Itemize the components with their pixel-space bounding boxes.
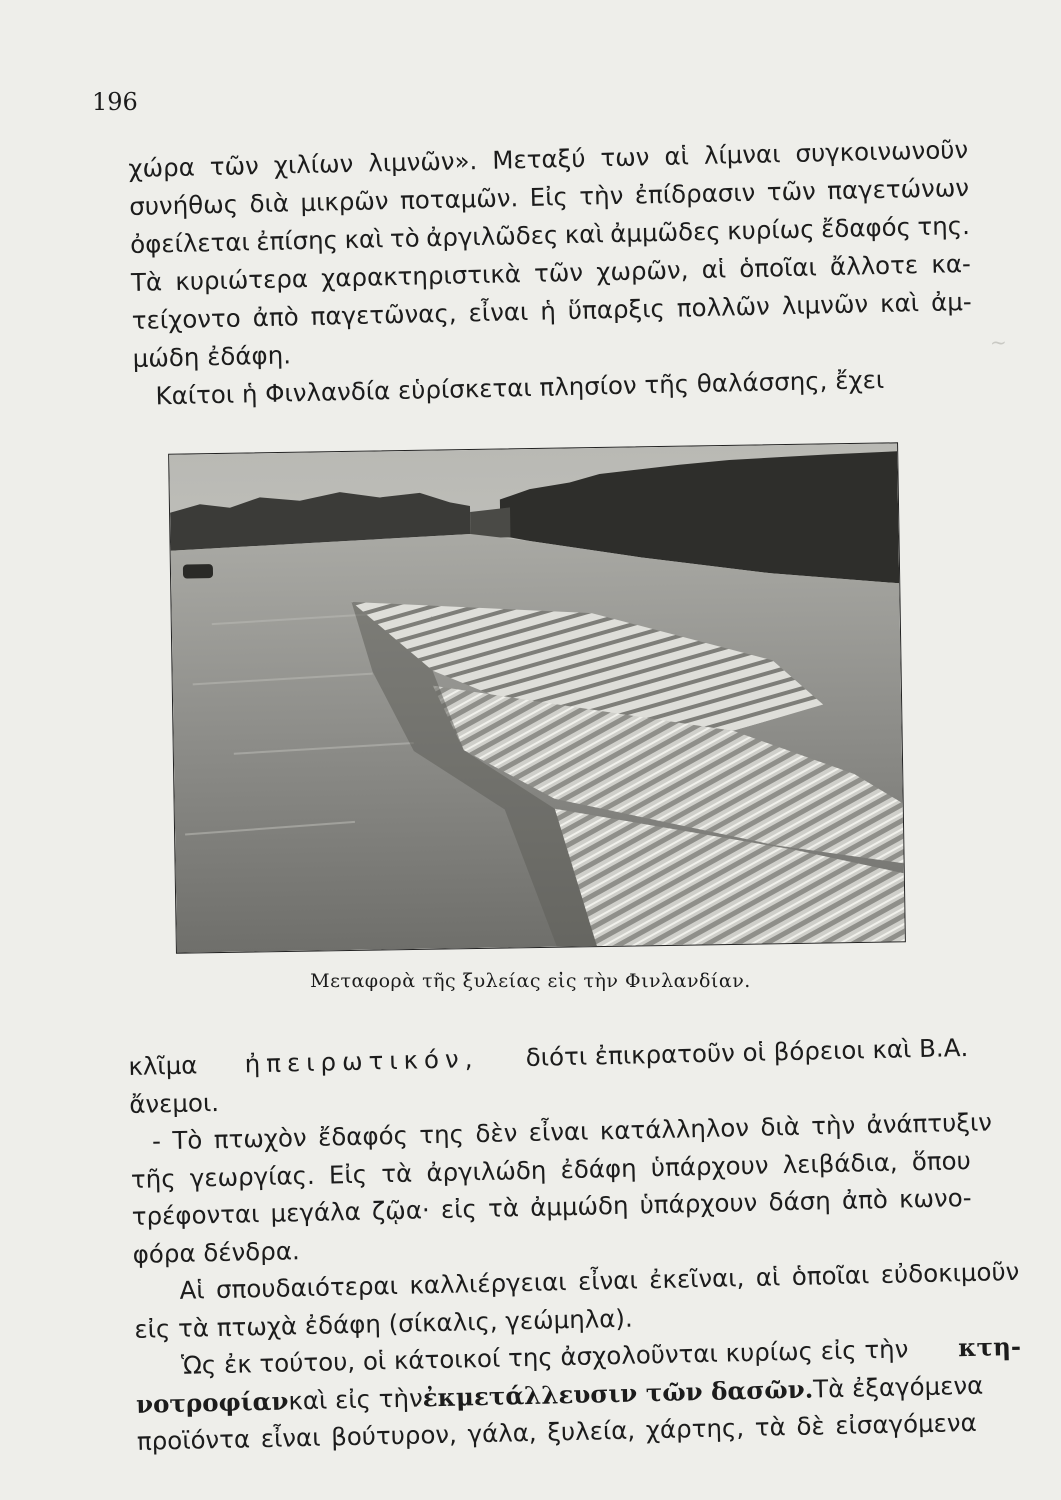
text-line: εἰς τὰ πτωχὰ ἐδάφη (σίκαλις, γεώμηλα). xyxy=(134,1303,634,1344)
text-line: ὀφείλεται ἐπίσης καὶ τὸ ἀργιλῶδες καὶ ἀμμῶδες κυρίως ἔδαφός της. xyxy=(129,210,971,259)
bold-term: κτη- xyxy=(957,1331,1022,1363)
text-line: τείχοντο ἀπὸ παγετῶνας, εἶναι ἡ ὕπαρξις πολλῶν λιμνῶν καὶ ἀμ- xyxy=(131,286,972,335)
text-fragment: Τὰ ἐξαγόμενα xyxy=(812,1370,984,1404)
text-fragment: καὶ εἰς τὴν xyxy=(288,1382,424,1415)
climate-word: κλῖμα xyxy=(128,1050,198,1081)
text-line: ἄνεμοι. xyxy=(128,1087,220,1119)
continental-word: ἠπειρωτικόν, xyxy=(244,1044,479,1079)
photo-caption: Μεταφορὰ τῆς ξυλείας εἰς τὴν Φινλανδίαν. xyxy=(310,970,751,992)
text-line: τῆς γεωργίας. Εἰς τὰ ἀργιλώδη ἐδάφη ὑπάρχουν λειβάδια, ὅπου xyxy=(130,1145,972,1194)
text-line: προϊόντα εἶναι βούτυρον, γάλα, ξυλεία, χάρτης, τὰ δὲ εἰσαγόμενα xyxy=(136,1407,977,1456)
text-line: φόρα δένδρα. xyxy=(132,1235,301,1269)
text-line: Τὰ κυριώτερα χαρακτηριστικὰ τῶν χωρῶν, αἱ ὁποῖαι ἄλλοτε κα- xyxy=(130,248,972,297)
bold-term: νοτροφίαν xyxy=(135,1385,289,1419)
text-line: - Τὸ πτωχὸν ἔδαφός της δὲν εἶναι κατάλληλον διὰ τὴν ἀνάπτυξιν xyxy=(151,1107,993,1156)
text-line: μώδη ἐδάφη. xyxy=(132,340,292,373)
photo-illustration xyxy=(169,443,905,952)
text-fragment: Ὡς ἐκ τούτου, οἱ κάτοικοί της ἀσχολοῦνται κυρίως εἰς τὴν xyxy=(180,1334,909,1380)
bleed-through-mark: ~ xyxy=(990,330,1007,354)
bold-term: ἐκμετάλλευσιν τῶν δασῶν. xyxy=(422,1374,814,1412)
climate-line-end: διότι ἐπικρατοῦν οἱ βόρειοι καὶ Β.Α. xyxy=(525,1032,969,1072)
text-line: Αἱ σπουδαιότεραι καλλιέργειαι εἶναι ἐκεῖναι, αἱ ὁποῖαι εὐδοκιμοῦν xyxy=(179,1256,1020,1305)
photo-timber-transport xyxy=(168,442,906,953)
top-text-block xyxy=(128,131,974,416)
page-number: 196 xyxy=(92,88,138,116)
text-line: τρέφονται μεγάλα ζῷα· εἰς τὰ ἀμμώδη ὑπάρχουν δάση ἀπὸ κωνο- xyxy=(131,1182,972,1231)
text-line: χώρα τῶν χιλίων λιμνῶν». Μεταξύ των αἱ λίμναι συγκοινωνοῦν xyxy=(128,134,969,183)
text-line: Καίτοι ἡ Φινλανδία εὑρίσκεται πλησίον τῆς θαλάσσης, ἔχει xyxy=(155,364,885,411)
text-line: συνήθως διὰ μικρῶν ποταμῶν. Εἰς τὴν ἐπίδρασιν τῶν παγετώνων xyxy=(128,172,970,221)
bottom-text-block xyxy=(128,1029,1022,1460)
